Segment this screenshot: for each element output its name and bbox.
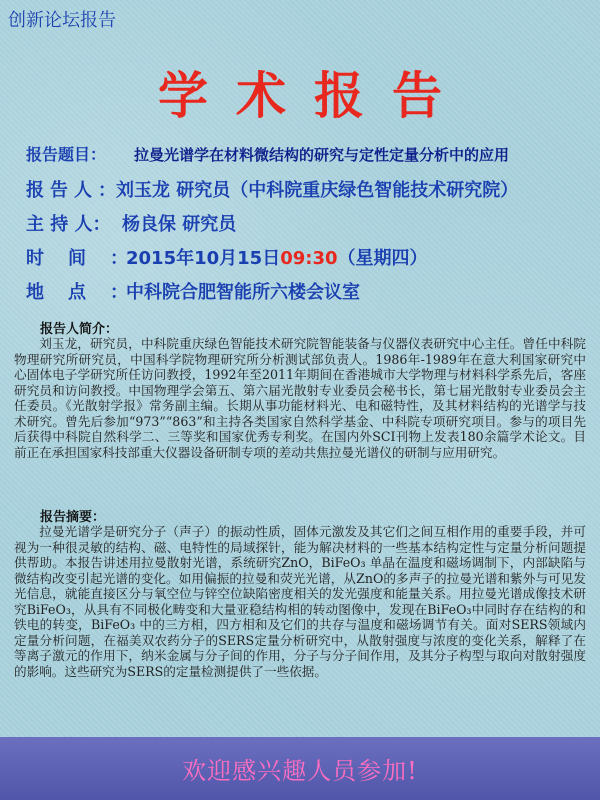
abstract-text: 拉曼光谱学是研究分子（声子）的振动性质，固体元激发及其它们之间互相作用的重要手段，并可视为一种很灵敏的结构、磁、电特性的局域探针，能为解决材料的一些基本结构定性与定量分析问题提供帮助。本报告讲述用拉曼散射光谱，系统研究ZnO，BiFeO₃ 单晶在温度和磁场调制下，内部缺陷与微结构改变引起光谱的变化。如用偏振的拉曼和荧光光谱，从ZnO的多声子的拉曼光谱和紫外与可见发光信息，就能直接区分与氧空位与锌空位缺陷密度相关的发光强度和能量关系。用拉曼光谱成像技术研究BiFeO₃，从具有不同极化畴变和大量亚稳结构相的转动图像中，发现在BiFeO₃中同时存在结构的和铁电的转变，BiFeO₃ 中的三方相，四方相和及它们的共存与温度和磁场调节有关。面对SERS领域内定量分析问题，在福美双农药分子的SERS定量分析研究中，从散射强度与浓度的变化关系，解释了在等离子激元的作用下，纳米金属与分子间的作用，分子与分子间作用，及其分子构型与取向对散射强度的影响。这些研究为SERS的定量检测提供了一些依据。 bbox=[14, 524, 586, 679]
footer-text: 欢迎感兴趣人员参加! bbox=[182, 757, 418, 785]
bio-title: 报告人简介： bbox=[40, 322, 119, 337]
host-row bbox=[26, 210, 236, 236]
abstract-title: 报告摘要： bbox=[40, 510, 106, 525]
topic-row bbox=[26, 142, 509, 165]
time-row bbox=[26, 244, 428, 270]
place-value: 中科院合肥智能所六楼会议室 bbox=[126, 282, 360, 303]
place-label: 地点： bbox=[26, 282, 152, 303]
speaker-value: 刘玉龙 研究员（中科院重庆绿色智能技术研究院） bbox=[116, 180, 519, 201]
header-tag: 创新论坛报告 bbox=[8, 10, 116, 31]
bio-text: 刘玉龙，研究员，中科院重庆绿色智能技术研究院智能装备与仪器仪表研究中心主任。曾任中科院物理研究所研究员，中国科学院物理研究所分析测试部负责人。1986年-1989年在意大利国家研究中心固体电子学研究所任访问教授，1992年至2011年期间在香港城市大学物理与材料科学系先后，客座研究员和访问教授。中国物理学会第五、第六届光散射专业委员会秘书长，第七届光散射专业委员会主任委员。《光散射学报》常务副主编。长期从事功能材料光、电和磁特性，及其材料结构的光谱学与技术研究。曾先后参加“973”“863”和主持各类国家自然科学基金、中科院专项研究项目。参与的项目先后获得中科院自然科学二、三等奖和国家优秀专利奖。在国内外SCI刊物上发表180余篇学术论文。目前正在承担国家科技部重大仪器设备研制专项的差动共焦拉曼光谱仪的研制与应用研究。 bbox=[14, 336, 586, 460]
time-label: 时间： bbox=[26, 248, 152, 269]
topic-value: 拉曼光谱学在材料微结构的研究与定性定量分析中的应用 bbox=[134, 146, 510, 164]
speaker-row bbox=[26, 176, 518, 202]
host-value: 杨良保 研究员 bbox=[122, 214, 237, 235]
footer-banner bbox=[0, 737, 600, 800]
time-date: 2015年10月15日 bbox=[126, 248, 281, 269]
place-row bbox=[26, 278, 360, 304]
time-clock: 09:30 bbox=[280, 248, 338, 269]
time-weekday: （星期四） bbox=[337, 248, 428, 269]
speaker-label: 报告人： bbox=[26, 180, 122, 201]
page-title: 学术报告 bbox=[158, 67, 470, 125]
host-label: 主 持 人： bbox=[26, 214, 111, 235]
topic-label: 报告题目： bbox=[26, 145, 107, 164]
